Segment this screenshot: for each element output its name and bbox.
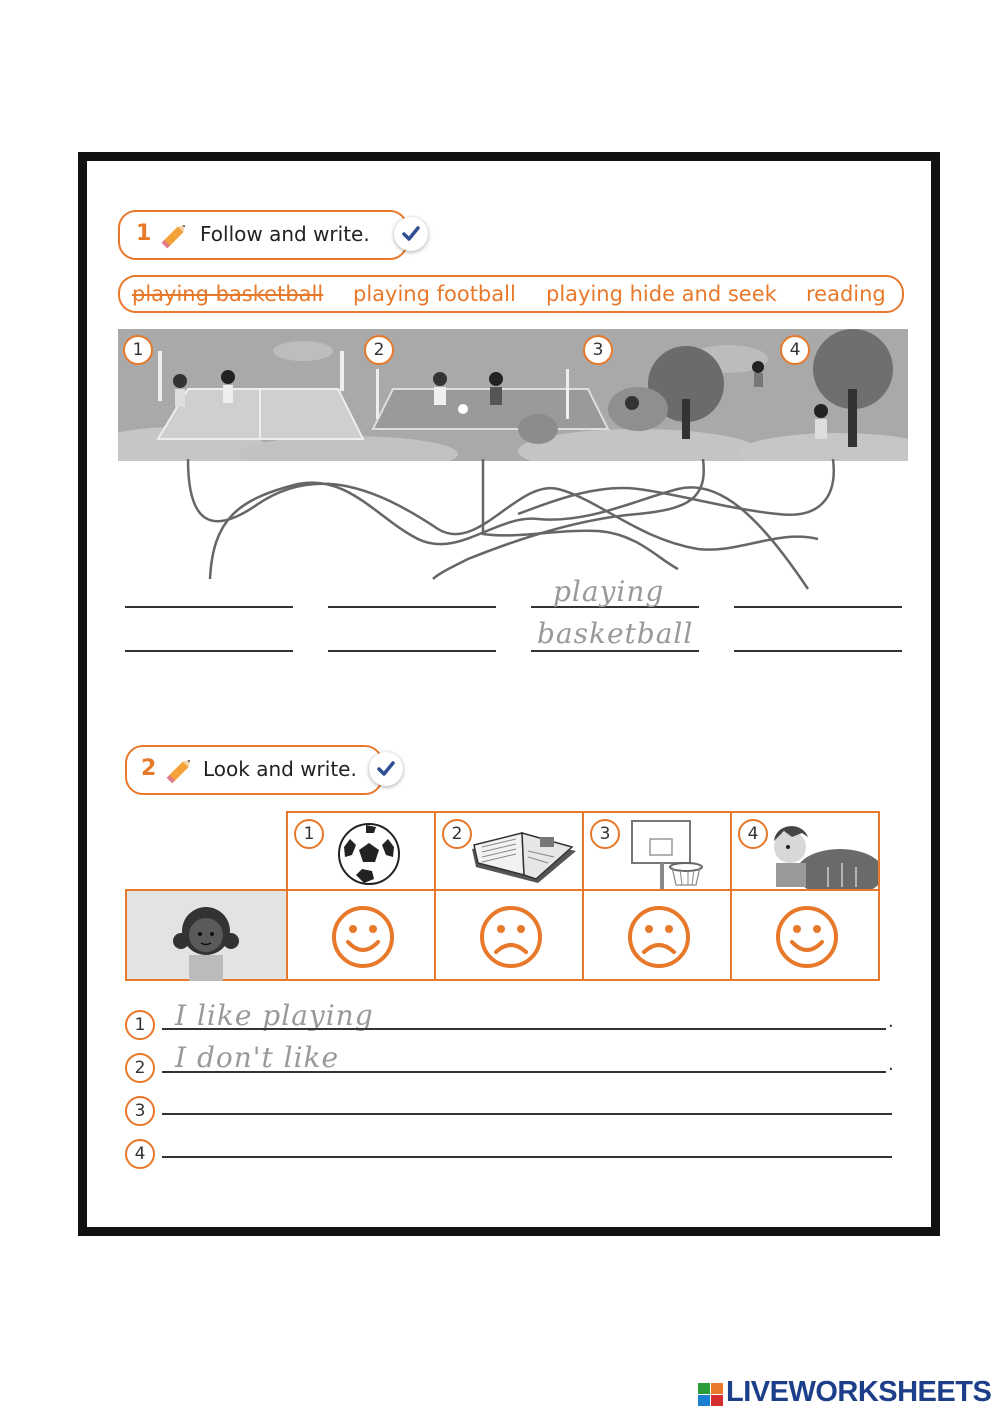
sentence-number-3: 3 bbox=[125, 1096, 155, 1126]
face-cell-2 bbox=[434, 889, 584, 981]
face-cell-3 bbox=[582, 889, 732, 981]
sad-face-icon bbox=[478, 904, 544, 970]
word-playing-football: playing football bbox=[353, 282, 516, 306]
answer-line-2a[interactable] bbox=[328, 606, 496, 608]
answer-line-3b bbox=[531, 650, 699, 652]
sentence-line-3[interactable] bbox=[162, 1113, 892, 1115]
answer-line-1a[interactable] bbox=[125, 606, 293, 608]
pencil-icon bbox=[163, 753, 197, 791]
exercise-2-number: 2 bbox=[141, 756, 157, 781]
check-icon[interactable] bbox=[394, 217, 428, 251]
sentence-number-1: 1 bbox=[125, 1010, 155, 1040]
table-header-basketball-hoop bbox=[582, 811, 732, 891]
sentence-line-1[interactable] bbox=[162, 1028, 886, 1030]
word-bank bbox=[118, 275, 904, 313]
exercise-1-header bbox=[118, 210, 408, 260]
example-answer-line-2: basketball bbox=[537, 617, 694, 650]
trace-sentence-2: I don't like bbox=[175, 1041, 340, 1074]
column-number-1: 1 bbox=[294, 819, 324, 849]
happy-face-icon bbox=[774, 904, 840, 970]
sentence-line-2[interactable] bbox=[162, 1071, 886, 1073]
sad-face-icon bbox=[626, 904, 692, 970]
exercise-2-instruction: Look and write. bbox=[203, 757, 357, 781]
happy-face-icon bbox=[330, 904, 396, 970]
column-number-2: 2 bbox=[442, 819, 472, 849]
brand-logo-icon bbox=[698, 1383, 724, 1407]
sentence-2-period: . bbox=[888, 1054, 894, 1075]
park-illustration bbox=[118, 329, 908, 461]
sentence-number-2: 2 bbox=[125, 1053, 155, 1083]
word-reading: reading bbox=[806, 282, 886, 306]
face-cell-1 bbox=[286, 889, 436, 981]
example-answer-line-1: playing bbox=[553, 575, 665, 608]
picture-number-3: 3 bbox=[583, 335, 613, 365]
girl-picture-cell bbox=[125, 889, 288, 981]
answer-line-1b[interactable] bbox=[125, 650, 293, 652]
table-header-book bbox=[434, 811, 584, 891]
table-header-football bbox=[286, 811, 436, 891]
trace-sentence-1: I like playing bbox=[175, 999, 374, 1032]
book-icon bbox=[468, 823, 580, 887]
answer-line-2b[interactable] bbox=[328, 650, 496, 652]
answer-line-4a[interactable] bbox=[734, 606, 902, 608]
worksheet-frame bbox=[78, 152, 940, 1236]
sentence-1-period: . bbox=[888, 1011, 894, 1032]
sentence-line-4[interactable] bbox=[162, 1156, 892, 1158]
sentence-number-4: 4 bbox=[125, 1139, 155, 1169]
basketball-hoop-icon bbox=[630, 819, 710, 891]
boy-hiding-icon bbox=[762, 817, 878, 889]
picture-number-1: 1 bbox=[123, 335, 153, 365]
column-number-4: 4 bbox=[738, 819, 768, 849]
word-playing-basketball: playing basketball bbox=[132, 282, 324, 306]
exercise-1-number: 1 bbox=[136, 221, 152, 246]
word-playing-hide-and-seek: playing hide and seek bbox=[546, 282, 777, 306]
girl-icon bbox=[169, 897, 243, 981]
picture-number-4: 4 bbox=[780, 335, 810, 365]
maze-lines bbox=[118, 459, 908, 599]
table-header-hide-and-seek bbox=[730, 811, 880, 891]
exercise-1-instruction: Follow and write. bbox=[200, 222, 370, 246]
column-number-3: 3 bbox=[590, 819, 620, 849]
face-cell-4 bbox=[730, 889, 880, 981]
football-icon bbox=[336, 821, 402, 887]
brand-name: LIVEWORKSHEETS bbox=[726, 1376, 992, 1408]
pencil-icon bbox=[158, 218, 192, 256]
check-icon[interactable] bbox=[369, 752, 403, 786]
picture-number-2: 2 bbox=[364, 335, 394, 365]
exercise-2-header bbox=[125, 745, 383, 795]
answer-line-4b[interactable] bbox=[734, 650, 902, 652]
